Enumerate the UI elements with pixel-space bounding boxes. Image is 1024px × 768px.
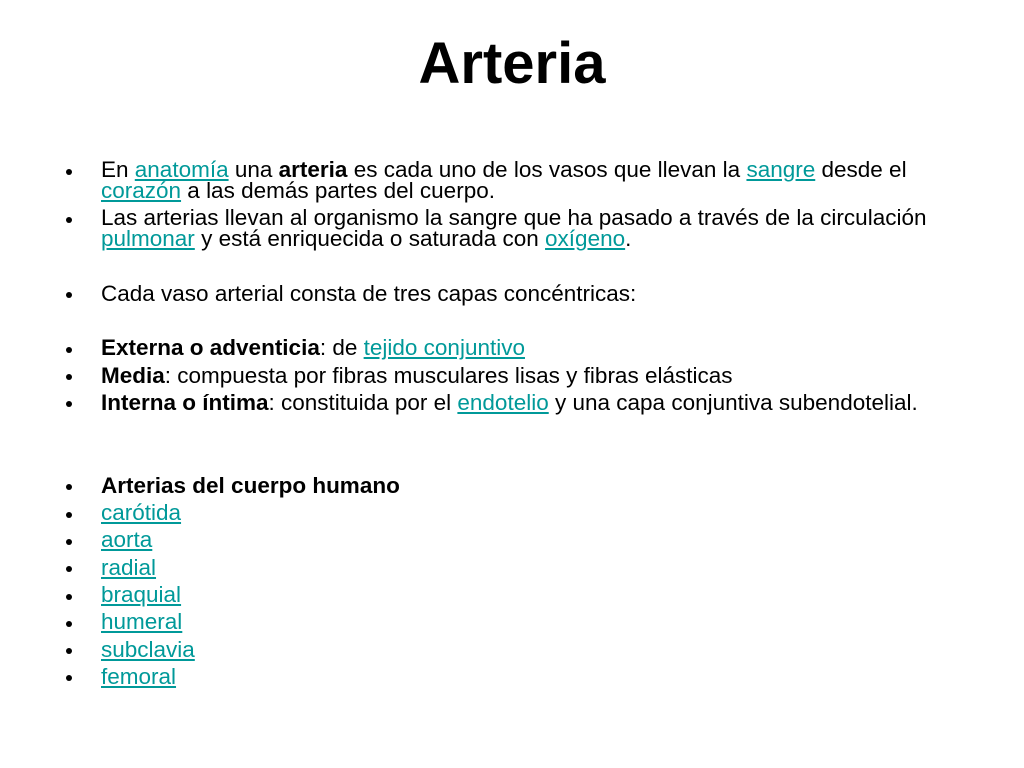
bullet-icon [66, 484, 72, 490]
text-segment: . [625, 226, 632, 252]
bullet-item-circulation [101, 205, 971, 252]
link-corazon[interactable]: corazón [101, 178, 182, 203]
bullet-icon [66, 374, 72, 380]
bullet-item-artery [101, 636, 971, 662]
bold-term-interna: Interna o íntima [101, 389, 269, 415]
text-segment: y una capa conjuntiva subendotelial. [548, 389, 918, 415]
bold-term-arteria: arteria [278, 157, 348, 182]
link-aorta[interactable]: aorta [101, 527, 153, 553]
bullet-item-layer-media [101, 362, 971, 388]
link-tejido-conjuntivo[interactable]: tejido conjuntivo [363, 335, 525, 361]
text-segment: desde el [815, 157, 907, 182]
bullet-item-arteries-heading [101, 472, 971, 498]
bullet-icon [66, 675, 72, 681]
slide-title: Arteria [418, 31, 606, 96]
bullet-icon [66, 401, 72, 407]
bullet-icon [66, 292, 72, 298]
bullet-item-layer-internal [101, 389, 971, 415]
text-segment: En [101, 157, 135, 182]
bullet-icon [66, 539, 72, 545]
link-subclavia[interactable]: subclavia [101, 636, 195, 662]
bullet-icon [66, 347, 72, 353]
link-endotelio[interactable]: endotelio [457, 389, 549, 415]
link-humeral[interactable]: humeral [101, 609, 183, 635]
bullet-item-artery [101, 582, 971, 608]
bullet-item-artery [101, 663, 971, 689]
text-segment: : compuesta por fibras musculares lisas y fibras elásticas [164, 362, 733, 388]
link-femoral[interactable]: femoral [101, 663, 177, 689]
text-segment: Cada vaso arterial consta de tres capas concéntricas: [101, 280, 637, 306]
bullet-icon [66, 621, 72, 627]
link-sangre[interactable]: sangre [746, 157, 816, 182]
bullet-item-layer-external [101, 335, 971, 361]
bullet-item-layers-intro [101, 280, 971, 306]
link-pulmonar[interactable]: pulmonar [101, 226, 195, 252]
text-segment: una [228, 157, 279, 182]
bullet-icon [66, 566, 72, 572]
link-anatomia[interactable]: anatomía [134, 157, 229, 182]
text-segment: Las arterias llevan al organismo la sangre que ha pasado a través de la circulación [101, 205, 927, 231]
link-oxigeno[interactable]: oxígeno [545, 226, 626, 252]
bullet-icon [66, 169, 72, 175]
text-segment: es cada uno de los vasos que llevan la [347, 157, 747, 182]
text-segment: y está enriquecida o saturada con [194, 226, 546, 252]
link-braquial[interactable]: braquial [101, 582, 182, 608]
bullet-icon [66, 594, 72, 600]
text-segment: a las demás partes del cuerpo. [181, 178, 495, 203]
bullet-icon [66, 648, 72, 654]
bullet-list [101, 159, 971, 687]
bullet-item-definition [101, 159, 971, 201]
link-radial[interactable]: radial [101, 554, 157, 580]
text-segment: : constituida por el [268, 389, 458, 415]
bold-term-media: Media [101, 362, 165, 388]
text-segment: : de [319, 335, 364, 361]
bullet-item-artery [101, 500, 971, 526]
bullet-item-artery [101, 609, 971, 635]
bullet-icon [66, 217, 72, 223]
bullet-item-artery [101, 527, 971, 553]
bullet-item-artery [101, 554, 971, 580]
bullet-icon [66, 512, 72, 518]
bold-term-externa: Externa o adventicia [101, 335, 320, 361]
link-carotida[interactable]: carótida [101, 500, 182, 526]
bold-heading-arterias: Arterias del cuerpo humano [101, 472, 400, 498]
